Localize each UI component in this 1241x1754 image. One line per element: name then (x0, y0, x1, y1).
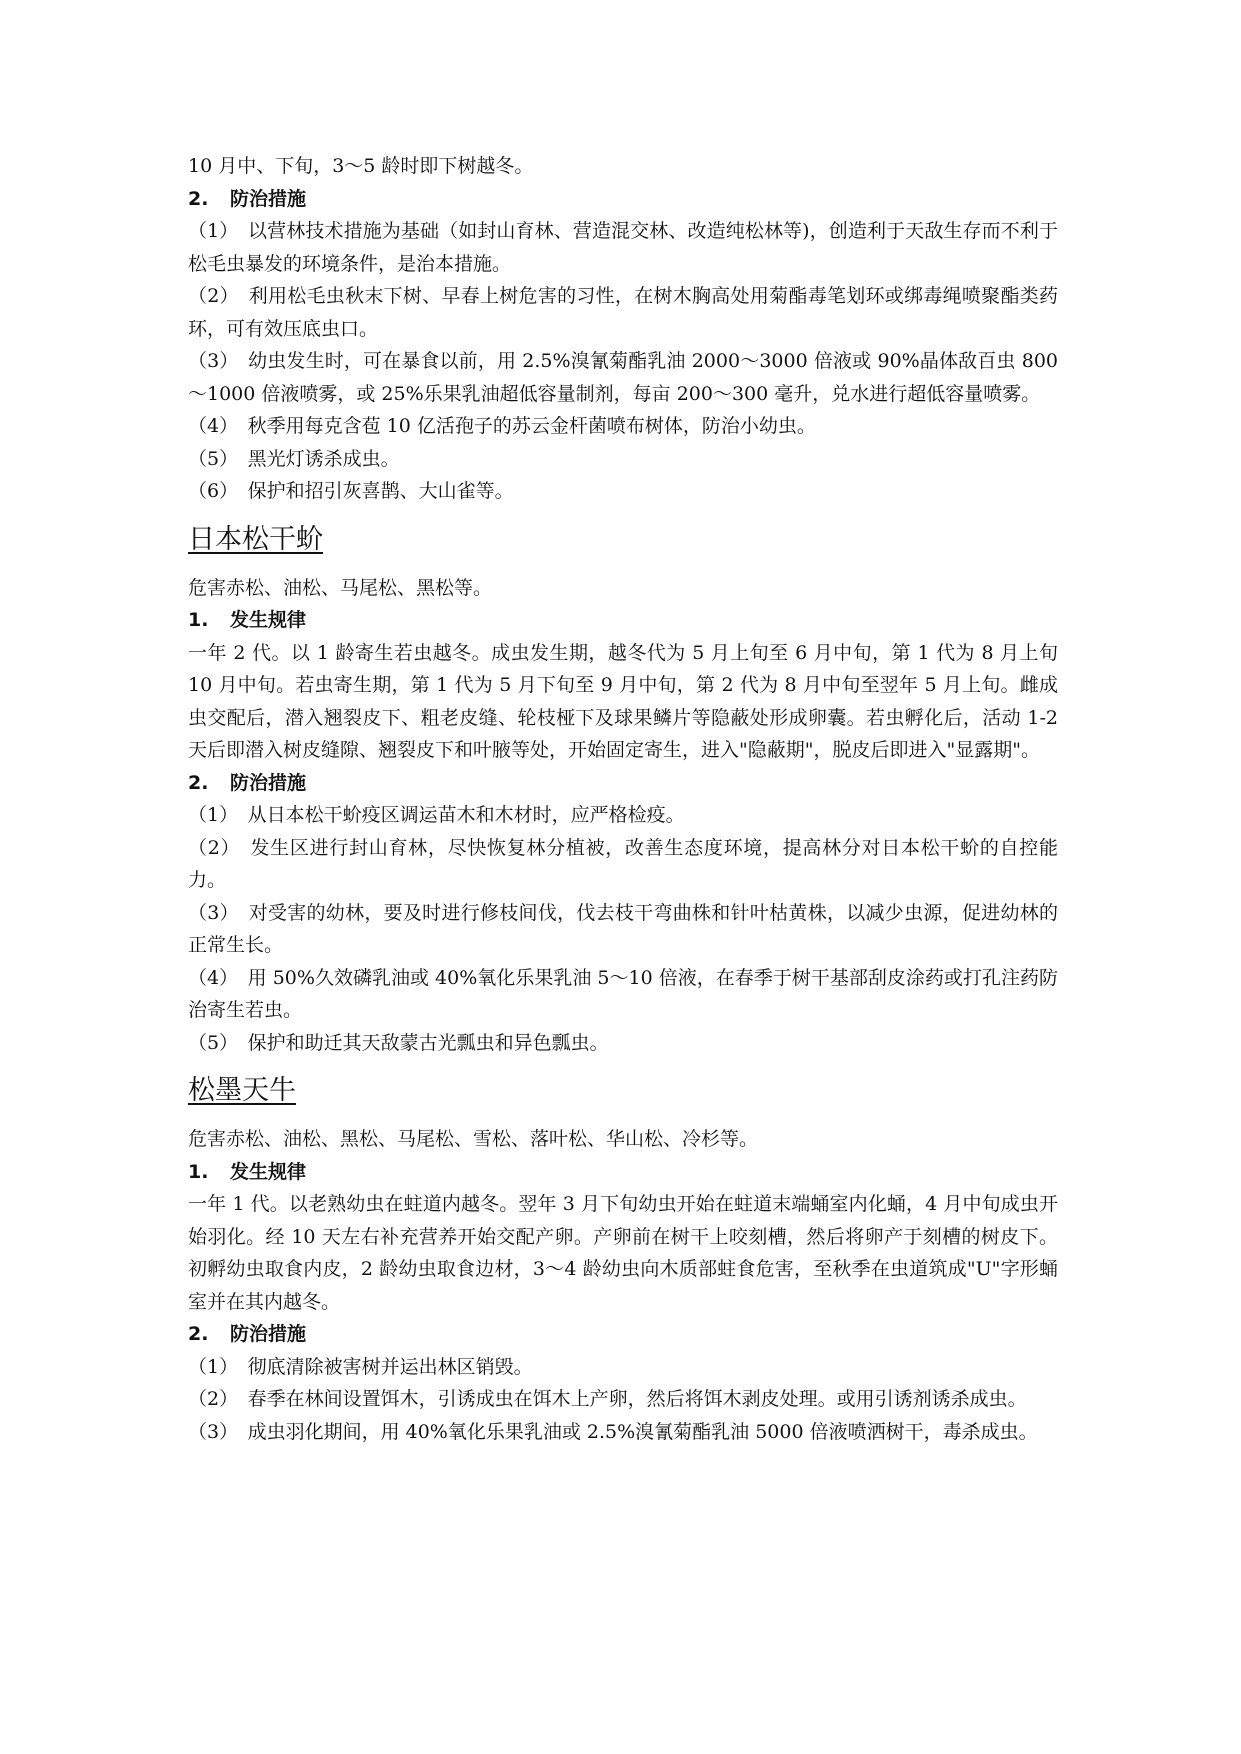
section-title: 松墨天牛 (188, 1075, 296, 1106)
heading-label: 防治措施 (230, 187, 307, 210)
list-item: （6） 保护和招引灰喜鹊、大山雀等。 (188, 480, 514, 502)
rule-heading (188, 1156, 1058, 1189)
list-item: （2） 发生区进行封山育林，尽快恢复林分植被，改善生态度环境，提高林分对日本松干蚧的自控能力。 (188, 836, 1058, 891)
host-text: 危害赤松、油松、马尾松、黑松等。 (188, 576, 493, 599)
document-page (188, 150, 1058, 1448)
list-item: （4） 用 50%久效磷乳油或 40%氧化乐果乳油 5～10 倍液，在春季于树干基部刮皮涂药或打孔注药防治寄生若虫。 (188, 966, 1058, 1021)
intro-text: 10 月中、下旬，3～5 龄时即下树越冬。 (188, 155, 534, 177)
heading-label: 防治措施 (230, 771, 307, 794)
heading-number: 1. (188, 1160, 209, 1183)
list-item: （1） 以营林技术措施为基础（如封山育林、营造混交林、改造纯松林等)，创造利于天敌生存而不利于松毛虫暴发的环境条件，是治本措施。 (188, 220, 1058, 275)
rule-text: 一年 1 代。以老熟幼虫在蛀道内越冬。翌年 3 月下旬幼虫开始在蛀道末端蛹室内化蛹，4 月中旬成虫开始羽化。经 10 天左右补充营养开始交配产卵。产卵前在树干上咬刻槽，然后将卵产于刻槽的树皮下。初孵幼虫取食内皮，2 龄幼虫取食边材，3～4 龄幼虫向木质部蛀食危害，至秋季在虫道筑成"U"字形蛹室并在其内越冬。 (188, 1193, 1058, 1313)
list-item: （2） 春季在林间设置饵木，引诱成虫在饵木上产卵，然后将饵木剥皮处理。或用引诱剂诱杀成虫。 (188, 1388, 1027, 1410)
heading-number: 2. (188, 771, 209, 794)
host-text: 危害赤松、油松、黑松、马尾松、雪松、落叶松、华山松、冷杉等。 (188, 1128, 759, 1150)
heading-label: 发生规律 (230, 1160, 307, 1183)
rule-heading (188, 604, 1058, 637)
section-title: 日本松干蚧 (188, 523, 323, 555)
control-heading (188, 1318, 1058, 1351)
heading-label: 发生规律 (230, 609, 307, 631)
control-heading (188, 767, 1058, 800)
heading-number: 1. (188, 609, 209, 631)
control-heading (188, 183, 1058, 216)
heading-number: 2. (188, 187, 209, 210)
list-item: （2） 利用松毛虫秋末下树、早春上树危害的习性，在树木胸高处用菊酯毒笔划环或绑毒绳喷聚酯类药环，可有效压底虫口。 (188, 285, 1058, 340)
list-item: （5） 黑光灯诱杀成虫。 (188, 447, 400, 470)
list-item: （3） 成虫羽化期间，用 40%氧化乐果乳油或 2.5%溴氰菊酯乳油 5000 倍液喷洒树干，毒杀成虫。 (188, 1420, 1038, 1443)
heading-number: 2. (188, 1323, 209, 1345)
heading-label: 防治措施 (230, 1323, 307, 1345)
rule-text: 一年 2 代。以 1 龄寄生若虫越冬。成虫发生期，越冬代为 5 月上旬至 6 月中旬，第 1 代为 8 月上旬 10 月中旬。若虫寄生期，第 1 代为 5 月下旬至 9 月中旬，第 2 代为 8 月中旬至翌年 5 月上旬。雌成虫交配后，潜入翘裂皮下、粗老皮缝、轮枝桠下及球果鳞片等隐蔽处形成卵囊。若虫孵化后，活动 1-2 天后即潜入树皮缝隙、翘裂皮下和叶腋等处，开始固定寄生，进入"隐蔽期"，脱皮后即进入"显露期"。 (188, 641, 1058, 761)
list-item: （3） 对受害的幼林，要及时进行修枝间伐，伐去枝干弯曲株和针叶枯黄株，以减少虫源，促进幼林的正常生长。 (188, 901, 1058, 956)
list-item: （4） 秋季用每克含苞 10 亿活孢子的苏云金杆菌喷布树体，防治小幼虫。 (188, 415, 816, 437)
list-item: （1） 彻底清除被害树并运出林区销毁。 (188, 1355, 533, 1378)
list-item: （3） 幼虫发生时，可在暴食以前，用 2.5%溴氰菊酯乳油 2000～3000 倍液或 90%晶体敌百虫 800～1000 倍液喷雾，或 25%乐果乳油超低容量制剂，每亩 200～300 毫升，兑水进行超低容量喷雾。 (188, 350, 1058, 405)
list-item: （5） 保护和助迁其天敌蒙古光瓢虫和异色瓢虫。 (188, 1031, 609, 1054)
list-item: （1） 从日本松干蚧疫区调运苗木和木材时，应严格检疫。 (188, 804, 685, 826)
